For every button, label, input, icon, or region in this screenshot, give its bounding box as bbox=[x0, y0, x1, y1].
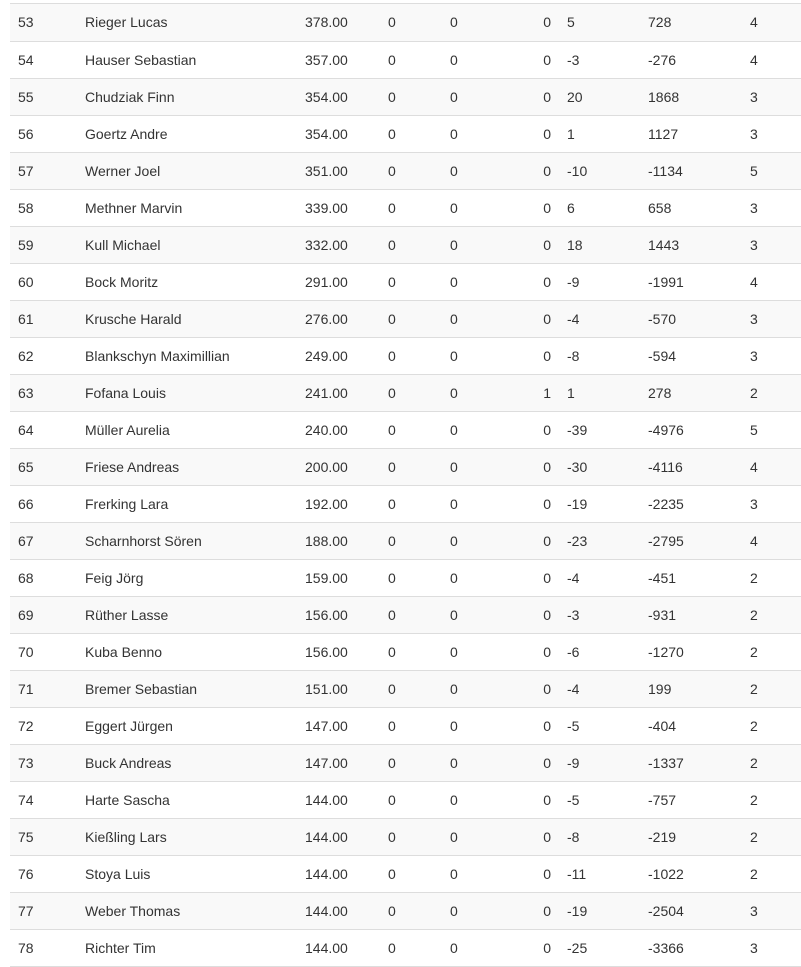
table-row bbox=[10, 707, 801, 744]
col-f-cell: 2 bbox=[742, 744, 801, 781]
table-row bbox=[10, 744, 801, 781]
player-name-cell: Kießling Lars bbox=[77, 818, 297, 855]
col-a-cell: 0 bbox=[380, 707, 442, 744]
points-cell: 156.00 bbox=[297, 596, 380, 633]
player-name-cell: Goertz Andre bbox=[77, 115, 297, 152]
standings-table-container bbox=[10, 3, 801, 967]
col-c-cell: 1 bbox=[542, 374, 559, 411]
player-name-cell: Weber Thomas bbox=[77, 892, 297, 929]
rank-cell: 70 bbox=[10, 633, 77, 670]
player-name-cell: Feig Jörg bbox=[77, 559, 297, 596]
player-name-cell: Bremer Sebastian bbox=[77, 670, 297, 707]
table-row bbox=[10, 411, 801, 448]
points-cell: 354.00 bbox=[297, 115, 380, 152]
points-cell: 276.00 bbox=[297, 300, 380, 337]
col-c-cell: 0 bbox=[542, 818, 559, 855]
col-b-cell: 0 bbox=[442, 781, 542, 818]
rank-cell: 57 bbox=[10, 152, 77, 189]
col-f-cell: 4 bbox=[742, 41, 801, 78]
table-row bbox=[10, 226, 801, 263]
player-name-cell: Blankschyn Maximillian bbox=[77, 337, 297, 374]
table-row bbox=[10, 448, 801, 485]
player-name-cell: Werner Joel bbox=[77, 152, 297, 189]
col-c-cell: 0 bbox=[542, 707, 559, 744]
col-e-cell: -2235 bbox=[640, 485, 742, 522]
col-e-cell: 199 bbox=[640, 670, 742, 707]
col-f-cell: 2 bbox=[742, 818, 801, 855]
rank-cell: 72 bbox=[10, 707, 77, 744]
col-a-cell: 0 bbox=[380, 596, 442, 633]
rank-cell: 65 bbox=[10, 448, 77, 485]
points-cell: 249.00 bbox=[297, 337, 380, 374]
rank-cell: 69 bbox=[10, 596, 77, 633]
table-row bbox=[10, 78, 801, 115]
table-row bbox=[10, 633, 801, 670]
rank-cell: 56 bbox=[10, 115, 77, 152]
col-f-cell: 3 bbox=[742, 226, 801, 263]
col-b-cell: 0 bbox=[442, 374, 542, 411]
rank-cell: 78 bbox=[10, 929, 77, 966]
col-c-cell: 0 bbox=[542, 448, 559, 485]
col-d-cell: 1 bbox=[559, 115, 640, 152]
points-cell: 144.00 bbox=[297, 781, 380, 818]
col-f-cell: 2 bbox=[742, 559, 801, 596]
col-f-cell: 3 bbox=[742, 485, 801, 522]
col-f-cell: 3 bbox=[742, 300, 801, 337]
col-a-cell: 0 bbox=[380, 263, 442, 300]
col-b-cell: 0 bbox=[442, 596, 542, 633]
col-c-cell: 0 bbox=[542, 633, 559, 670]
table-row bbox=[10, 781, 801, 818]
col-a-cell: 0 bbox=[380, 522, 442, 559]
rank-cell: 66 bbox=[10, 485, 77, 522]
col-d-cell: -39 bbox=[559, 411, 640, 448]
col-e-cell: -1337 bbox=[640, 744, 742, 781]
col-c-cell: 0 bbox=[542, 115, 559, 152]
rank-cell: 58 bbox=[10, 189, 77, 226]
points-cell: 144.00 bbox=[297, 855, 380, 892]
col-a-cell: 0 bbox=[380, 485, 442, 522]
player-name-cell: Kull Michael bbox=[77, 226, 297, 263]
col-f-cell: 5 bbox=[742, 411, 801, 448]
table-row bbox=[10, 189, 801, 226]
col-a-cell: 0 bbox=[380, 337, 442, 374]
col-f-cell: 3 bbox=[742, 78, 801, 115]
col-d-cell: -8 bbox=[559, 818, 640, 855]
points-cell: 200.00 bbox=[297, 448, 380, 485]
col-b-cell: 0 bbox=[442, 929, 542, 966]
player-name-cell: Bock Moritz bbox=[77, 263, 297, 300]
col-d-cell: -10 bbox=[559, 152, 640, 189]
table-row bbox=[10, 485, 801, 522]
col-e-cell: -757 bbox=[640, 781, 742, 818]
col-b-cell: 0 bbox=[442, 411, 542, 448]
col-a-cell: 0 bbox=[380, 818, 442, 855]
rank-cell: 77 bbox=[10, 892, 77, 929]
col-e-cell: 1443 bbox=[640, 226, 742, 263]
col-d-cell: -8 bbox=[559, 337, 640, 374]
col-d-cell: -30 bbox=[559, 448, 640, 485]
player-name-cell: Stoya Luis bbox=[77, 855, 297, 892]
col-d-cell: -19 bbox=[559, 485, 640, 522]
col-b-cell: 0 bbox=[442, 448, 542, 485]
col-b-cell: 0 bbox=[442, 485, 542, 522]
col-e-cell: -276 bbox=[640, 41, 742, 78]
col-d-cell: -4 bbox=[559, 300, 640, 337]
player-name-cell: Eggert Jürgen bbox=[77, 707, 297, 744]
col-d-cell: -9 bbox=[559, 263, 640, 300]
col-b-cell: 0 bbox=[442, 707, 542, 744]
col-f-cell: 3 bbox=[742, 337, 801, 374]
col-a-cell: 0 bbox=[380, 855, 442, 892]
col-b-cell: 0 bbox=[442, 152, 542, 189]
col-d-cell: 6 bbox=[559, 189, 640, 226]
standings-table bbox=[10, 4, 801, 967]
col-f-cell: 3 bbox=[742, 892, 801, 929]
player-name-cell: Rüther Lasse bbox=[77, 596, 297, 633]
table-row bbox=[10, 300, 801, 337]
col-d-cell: -5 bbox=[559, 707, 640, 744]
rank-cell: 76 bbox=[10, 855, 77, 892]
col-a-cell: 0 bbox=[380, 78, 442, 115]
points-cell: 241.00 bbox=[297, 374, 380, 411]
col-a-cell: 0 bbox=[380, 41, 442, 78]
col-f-cell: 2 bbox=[742, 596, 801, 633]
col-a-cell: 0 bbox=[380, 411, 442, 448]
col-e-cell: -931 bbox=[640, 596, 742, 633]
col-a-cell: 0 bbox=[380, 929, 442, 966]
player-name-cell: Kuba Benno bbox=[77, 633, 297, 670]
col-c-cell: 0 bbox=[542, 300, 559, 337]
rank-cell: 62 bbox=[10, 337, 77, 374]
player-name-cell: Richter Tim bbox=[77, 929, 297, 966]
rank-cell: 64 bbox=[10, 411, 77, 448]
col-a-cell: 0 bbox=[380, 633, 442, 670]
player-name-cell: Rieger Lucas bbox=[77, 4, 297, 41]
points-cell: 240.00 bbox=[297, 411, 380, 448]
col-c-cell: 0 bbox=[542, 41, 559, 78]
col-c-cell: 0 bbox=[542, 485, 559, 522]
rank-cell: 68 bbox=[10, 559, 77, 596]
col-d-cell: -6 bbox=[559, 633, 640, 670]
col-d-cell: -4 bbox=[559, 559, 640, 596]
table-row bbox=[10, 115, 801, 152]
player-name-cell: Harte Sascha bbox=[77, 781, 297, 818]
rank-cell: 73 bbox=[10, 744, 77, 781]
rank-cell: 55 bbox=[10, 78, 77, 115]
col-d-cell: 20 bbox=[559, 78, 640, 115]
points-cell: 144.00 bbox=[297, 929, 380, 966]
col-a-cell: 0 bbox=[380, 374, 442, 411]
col-c-cell: 0 bbox=[542, 855, 559, 892]
col-b-cell: 0 bbox=[442, 41, 542, 78]
col-b-cell: 0 bbox=[442, 78, 542, 115]
col-e-cell: -2504 bbox=[640, 892, 742, 929]
table-row bbox=[10, 892, 801, 929]
col-e-cell: -4976 bbox=[640, 411, 742, 448]
col-d-cell: -23 bbox=[559, 522, 640, 559]
table-row bbox=[10, 337, 801, 374]
player-name-cell: Hauser Sebastian bbox=[77, 41, 297, 78]
col-f-cell: 2 bbox=[742, 633, 801, 670]
col-c-cell: 0 bbox=[542, 152, 559, 189]
points-cell: 357.00 bbox=[297, 41, 380, 78]
col-b-cell: 0 bbox=[442, 633, 542, 670]
points-cell: 144.00 bbox=[297, 892, 380, 929]
player-name-cell: Chudziak Finn bbox=[77, 78, 297, 115]
col-d-cell: 5 bbox=[559, 4, 640, 41]
points-cell: 192.00 bbox=[297, 485, 380, 522]
col-c-cell: 0 bbox=[542, 596, 559, 633]
col-b-cell: 0 bbox=[442, 892, 542, 929]
player-name-cell: Friese Andreas bbox=[77, 448, 297, 485]
col-f-cell: 2 bbox=[742, 781, 801, 818]
player-name-cell: Methner Marvin bbox=[77, 189, 297, 226]
rank-cell: 67 bbox=[10, 522, 77, 559]
standings-table-body bbox=[10, 4, 801, 966]
table-row bbox=[10, 559, 801, 596]
col-e-cell: -594 bbox=[640, 337, 742, 374]
table-row bbox=[10, 596, 801, 633]
col-f-cell: 2 bbox=[742, 670, 801, 707]
table-row bbox=[10, 522, 801, 559]
points-cell: 291.00 bbox=[297, 263, 380, 300]
points-cell: 339.00 bbox=[297, 189, 380, 226]
col-f-cell: 3 bbox=[742, 115, 801, 152]
col-e-cell: -1134 bbox=[640, 152, 742, 189]
col-c-cell: 0 bbox=[542, 78, 559, 115]
col-e-cell: -1022 bbox=[640, 855, 742, 892]
col-b-cell: 0 bbox=[442, 226, 542, 263]
col-d-cell: 18 bbox=[559, 226, 640, 263]
col-e-cell: 658 bbox=[640, 189, 742, 226]
points-cell: 159.00 bbox=[297, 559, 380, 596]
player-name-cell: Scharnhorst Sören bbox=[77, 522, 297, 559]
table-row bbox=[10, 855, 801, 892]
col-b-cell: 0 bbox=[442, 115, 542, 152]
col-a-cell: 0 bbox=[380, 189, 442, 226]
col-c-cell: 0 bbox=[542, 189, 559, 226]
col-c-cell: 0 bbox=[542, 781, 559, 818]
table-row bbox=[10, 818, 801, 855]
col-f-cell: 3 bbox=[742, 189, 801, 226]
player-name-cell: Müller Aurelia bbox=[77, 411, 297, 448]
col-d-cell: -3 bbox=[559, 41, 640, 78]
col-e-cell: -1270 bbox=[640, 633, 742, 670]
points-cell: 354.00 bbox=[297, 78, 380, 115]
player-name-cell: Frerking Lara bbox=[77, 485, 297, 522]
col-b-cell: 0 bbox=[442, 263, 542, 300]
rank-cell: 53 bbox=[10, 4, 77, 41]
table-row bbox=[10, 4, 801, 41]
col-b-cell: 0 bbox=[442, 189, 542, 226]
player-name-cell: Krusche Harald bbox=[77, 300, 297, 337]
points-cell: 151.00 bbox=[297, 670, 380, 707]
player-name-cell: Buck Andreas bbox=[77, 744, 297, 781]
table-row bbox=[10, 41, 801, 78]
col-a-cell: 0 bbox=[380, 152, 442, 189]
col-b-cell: 0 bbox=[442, 855, 542, 892]
col-e-cell: -219 bbox=[640, 818, 742, 855]
col-b-cell: 0 bbox=[442, 670, 542, 707]
table-row bbox=[10, 152, 801, 189]
col-e-cell: -570 bbox=[640, 300, 742, 337]
col-a-cell: 0 bbox=[380, 4, 442, 41]
table-row bbox=[10, 374, 801, 411]
col-e-cell: -451 bbox=[640, 559, 742, 596]
col-c-cell: 0 bbox=[542, 411, 559, 448]
col-b-cell: 0 bbox=[442, 818, 542, 855]
points-cell: 144.00 bbox=[297, 818, 380, 855]
col-b-cell: 0 bbox=[442, 337, 542, 374]
points-cell: 147.00 bbox=[297, 707, 380, 744]
rank-cell: 63 bbox=[10, 374, 77, 411]
points-cell: 188.00 bbox=[297, 522, 380, 559]
col-d-cell: -11 bbox=[559, 855, 640, 892]
col-b-cell: 0 bbox=[442, 744, 542, 781]
col-c-cell: 0 bbox=[542, 929, 559, 966]
col-e-cell: 278 bbox=[640, 374, 742, 411]
col-b-cell: 0 bbox=[442, 522, 542, 559]
col-f-cell: 4 bbox=[742, 263, 801, 300]
col-e-cell: 1127 bbox=[640, 115, 742, 152]
col-b-cell: 0 bbox=[442, 4, 542, 41]
rank-cell: 61 bbox=[10, 300, 77, 337]
points-cell: 378.00 bbox=[297, 4, 380, 41]
col-c-cell: 0 bbox=[542, 263, 559, 300]
col-c-cell: 0 bbox=[542, 892, 559, 929]
col-a-cell: 0 bbox=[380, 300, 442, 337]
table-row bbox=[10, 263, 801, 300]
col-c-cell: 0 bbox=[542, 744, 559, 781]
col-c-cell: 0 bbox=[542, 4, 559, 41]
col-f-cell: 4 bbox=[742, 4, 801, 41]
col-d-cell: -25 bbox=[559, 929, 640, 966]
col-e-cell: 728 bbox=[640, 4, 742, 41]
col-d-cell: -5 bbox=[559, 781, 640, 818]
col-f-cell: 3 bbox=[742, 929, 801, 966]
col-b-cell: 0 bbox=[442, 559, 542, 596]
col-f-cell: 5 bbox=[742, 152, 801, 189]
player-name-cell: Fofana Louis bbox=[77, 374, 297, 411]
col-c-cell: 0 bbox=[542, 670, 559, 707]
col-c-cell: 0 bbox=[542, 522, 559, 559]
col-a-cell: 0 bbox=[380, 448, 442, 485]
col-e-cell: -1991 bbox=[640, 263, 742, 300]
col-a-cell: 0 bbox=[380, 226, 442, 263]
points-cell: 351.00 bbox=[297, 152, 380, 189]
rank-cell: 75 bbox=[10, 818, 77, 855]
col-a-cell: 0 bbox=[380, 744, 442, 781]
rank-cell: 60 bbox=[10, 263, 77, 300]
col-c-cell: 0 bbox=[542, 337, 559, 374]
points-cell: 156.00 bbox=[297, 633, 380, 670]
col-a-cell: 0 bbox=[380, 670, 442, 707]
col-d-cell: -9 bbox=[559, 744, 640, 781]
rank-cell: 59 bbox=[10, 226, 77, 263]
rank-cell: 71 bbox=[10, 670, 77, 707]
col-d-cell: -4 bbox=[559, 670, 640, 707]
col-e-cell: -404 bbox=[640, 707, 742, 744]
col-f-cell: 2 bbox=[742, 855, 801, 892]
col-f-cell: 2 bbox=[742, 374, 801, 411]
col-c-cell: 0 bbox=[542, 559, 559, 596]
col-a-cell: 0 bbox=[380, 781, 442, 818]
col-a-cell: 0 bbox=[380, 115, 442, 152]
col-e-cell: -4116 bbox=[640, 448, 742, 485]
col-a-cell: 0 bbox=[380, 559, 442, 596]
table-row bbox=[10, 670, 801, 707]
col-e-cell: -2795 bbox=[640, 522, 742, 559]
points-cell: 332.00 bbox=[297, 226, 380, 263]
col-d-cell: -3 bbox=[559, 596, 640, 633]
points-cell: 147.00 bbox=[297, 744, 380, 781]
rank-cell: 74 bbox=[10, 781, 77, 818]
col-f-cell: 2 bbox=[742, 707, 801, 744]
col-d-cell: 1 bbox=[559, 374, 640, 411]
col-f-cell: 4 bbox=[742, 448, 801, 485]
col-c-cell: 0 bbox=[542, 226, 559, 263]
col-e-cell: 1868 bbox=[640, 78, 742, 115]
table-row bbox=[10, 929, 801, 966]
col-a-cell: 0 bbox=[380, 892, 442, 929]
rank-cell: 54 bbox=[10, 41, 77, 78]
col-e-cell: -3366 bbox=[640, 929, 742, 966]
col-f-cell: 4 bbox=[742, 522, 801, 559]
col-d-cell: -19 bbox=[559, 892, 640, 929]
col-b-cell: 0 bbox=[442, 300, 542, 337]
